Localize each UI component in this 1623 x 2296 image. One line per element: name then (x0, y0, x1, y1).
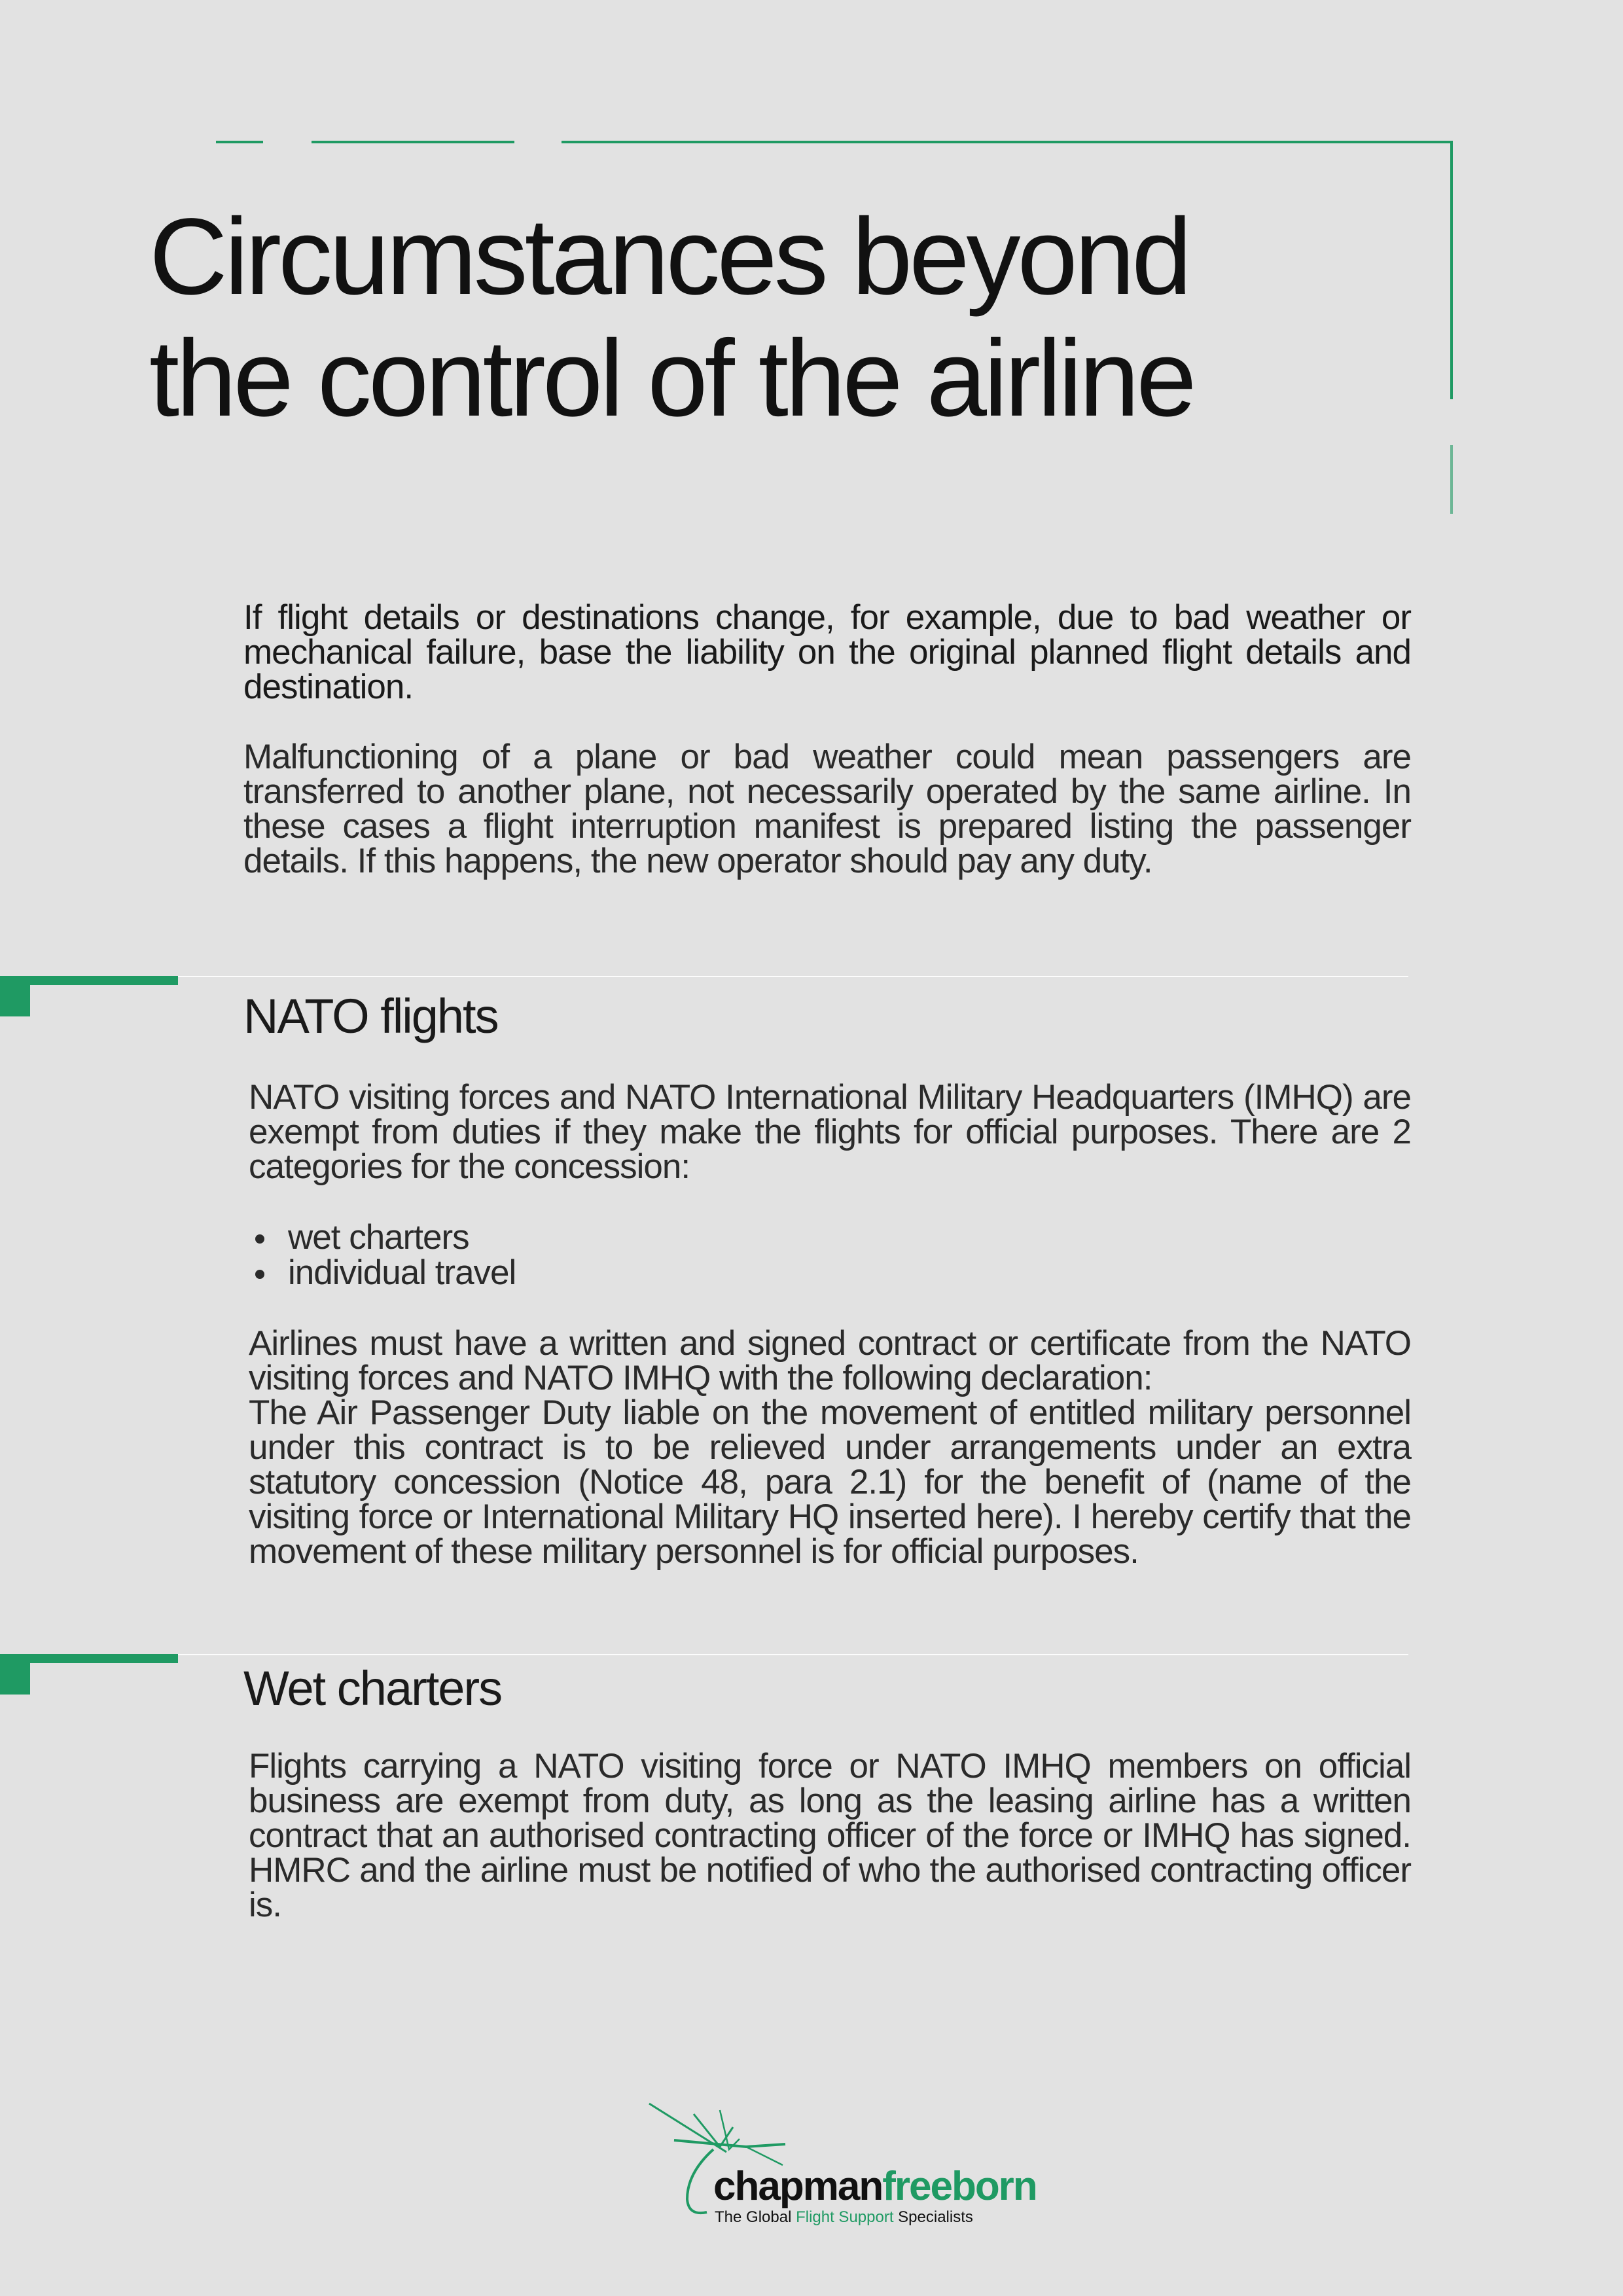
list-item-label: wet charters (288, 1218, 469, 1257)
wet-charters-paragraph: Flights carrying a NATO visiting force or NATO IMHQ members on official business are exempt from duty, as long as the leasing airline has a written contract that an authorised contracting officer of the force or IMHQ has signed. HMRC and the airline must be notified of who the authorised contracting officer is. (249, 1747, 1411, 1924)
section-marker-nato-tab (0, 976, 30, 1016)
nato-declaration-paragraph: The Air Passenger Duty liable on the movement of entitled military personnel under this contract is to be relieved under arrangements under an extra statutory concession (Notice 48, para 2.1) for the benefit of (name of the visiting force or International Military HQ inserted here). I hereby certify that the movement of these military personnel is for official purposes. (249, 1393, 1411, 1571)
frame-top-segment-1 (216, 141, 263, 143)
section-divider-wet-charters (178, 1654, 1408, 1655)
section-heading-wet-charters: Wet charters (243, 1661, 502, 1715)
tagline-text-2: Flight Support (796, 2208, 894, 2226)
tagline-text-3: Specialists (893, 2208, 973, 2226)
list-item (249, 1255, 1361, 1291)
tagline-text-1: The Global (715, 2208, 796, 2226)
bullet-icon (255, 1270, 264, 1279)
logo-tagline (715, 2208, 973, 2227)
frame-right-segment-2 (1450, 445, 1453, 514)
intro-lead-paragraph: If flight details or destinations change, for example, due to bad weather or mechanical failure, base the liability on the original planned flight details and destination. (243, 598, 1411, 706)
list-item (249, 1220, 1361, 1255)
chapman-freeborn-logo (648, 2101, 1037, 2232)
frame-top-segment-3 (562, 141, 1453, 143)
nato-intro-paragraph: NATO visiting forces and NATO International Military Headquarters (IMHQ) are exempt from duties if they make the flights for official purposes. There are 2 categories for the concession: (249, 1078, 1411, 1186)
page-title-line-2: the control of the airline (149, 318, 1194, 439)
section-divider-nato (178, 976, 1408, 977)
intro-body-paragraph: Malfunctioning of a plane or bad weather could mean passengers are transferred to another plane, not necessarily operated by the same airline. In these cases a flight interruption manifest is prepared listing the passenger details. If this happens, the new operator should pay any duty. (243, 738, 1411, 880)
nato-categories-list (249, 1220, 1361, 1291)
page-title (149, 196, 1327, 440)
section-marker-wet-charters-tab (0, 1654, 30, 1695)
bullet-icon (255, 1234, 264, 1244)
logo-word-freeborn: freeborn (882, 2164, 1037, 2209)
frame-right-segment-1 (1450, 141, 1453, 399)
frame-top-segment-2 (312, 141, 514, 143)
page-title-line-1: Circumstances beyond (149, 196, 1189, 317)
section-heading-nato-flights: NATO flights (243, 989, 498, 1043)
nato-requirement-paragraph: Airlines must have a written and signed contract or certificate from the NATO visiting forces and NATO IMHQ with the following declaration: (249, 1324, 1411, 1397)
logo-word-chapman: chapman (713, 2164, 883, 2209)
list-item-label: individual travel (288, 1253, 516, 1292)
